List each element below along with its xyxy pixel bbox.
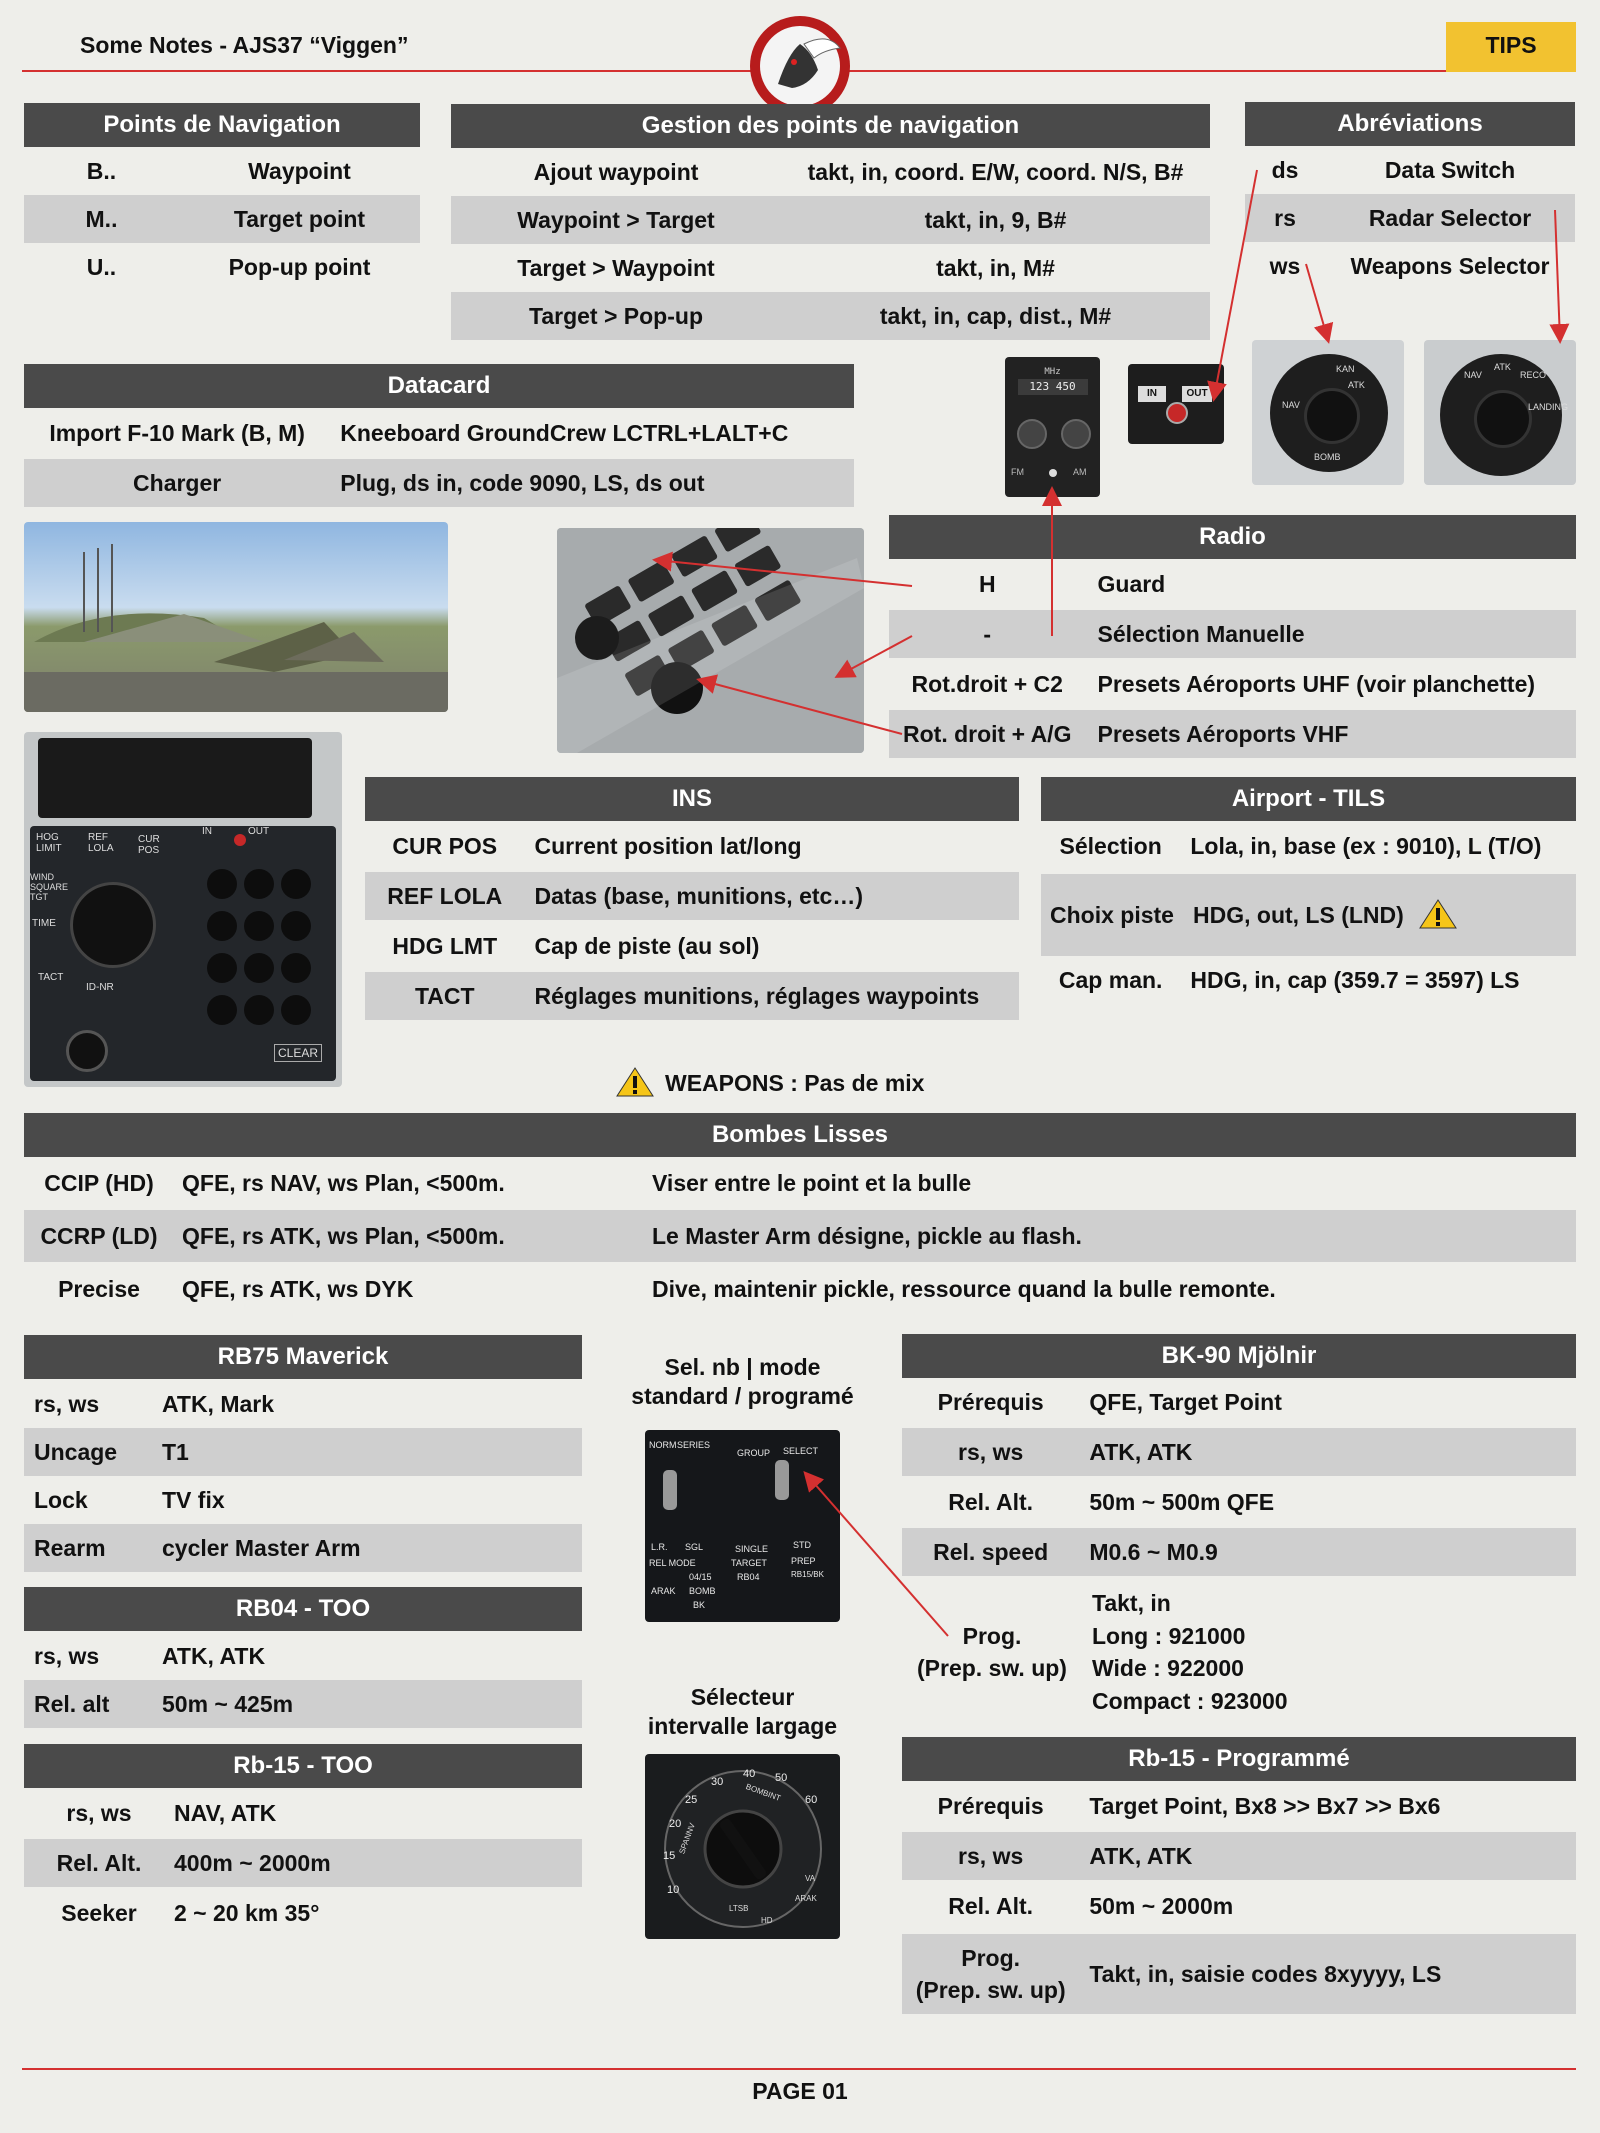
radio-panel-photo: MHz 123 450 FM AM	[1005, 357, 1100, 497]
bombs-header: Bombes Lisses	[24, 1113, 1576, 1157]
airfield-photo	[24, 522, 448, 712]
bk90-prog-values: Takt, in Long : 921000 Wide : 922000 Compact : 923000	[1092, 1590, 1288, 1714]
table-row: rs, ws ATK, ATK	[902, 1832, 1576, 1880]
ins-header: INS	[365, 777, 1019, 821]
rb15too-header: Rb-15 - TOO	[24, 1744, 582, 1788]
footer-divider	[22, 2068, 1576, 2070]
table-row: Prog. (Prep. sw. up) Takt, in, saisie codes 8xyyyy, LS	[902, 1934, 1576, 2014]
table-row: Rel. Alt. 50m ~ 500m QFE	[948, 1488, 1275, 1515]
table-row: rs, ws NAV, ATK	[66, 1799, 277, 1826]
nav-points-header: Points de Navigation	[24, 103, 420, 147]
bk90-prog-label: Prog. (Prep. sw. up)	[917, 1623, 1067, 1681]
sel-nb-caption: Sel. nb | mode standard / programé	[631, 1354, 854, 1409]
table-row: Rot. droit + A/G Presets Aéroports VHF	[889, 710, 1576, 758]
tils-header: Airport - TILS	[1041, 777, 1576, 821]
radio-header: Radio	[889, 515, 1576, 559]
bk90-header: BK-90 Mjölnir	[902, 1334, 1576, 1378]
table-row: ws Weapons Selector	[1269, 252, 1550, 279]
table-row: CCIP (HD) QFE, rs NAV, ws Plan, <500m. Viser entre le point et la bulle	[44, 1169, 972, 1196]
table-row: Rot.droit + C2 Presets Aéroports UHF (voir planchette)	[911, 670, 1536, 697]
ds-switch-photo: IN OUT	[1128, 364, 1224, 444]
table-row: Cap man. HDG, in, cap (359.7 = 3597) LS	[1058, 966, 1520, 993]
table-row: Target > Pop-up takt, in, cap, dist., M#	[451, 292, 1210, 340]
ins-panel-photo: HOG LIMIT REF LOLA CUR POS IN OUT WIND SQUARE TGT TIME TACT ID-NR CLEAR	[24, 732, 342, 1087]
table-row: rs, ws ATK, Mark	[34, 1390, 275, 1417]
squadron-logo	[748, 14, 852, 118]
table-row: ds Data Switch	[1271, 156, 1516, 183]
table-row: CCRP (LD) QFE, rs ATK, ws Plan, <500m. Le Master Arm désigne, pickle au flash.	[24, 1210, 1576, 1262]
weapons-note: WEAPONS : Pas de mix	[615, 1066, 924, 1100]
weapons-selector-photo: NAV ATK RECO LANDING	[1424, 340, 1576, 485]
table-row: Prérequis QFE, Target Point	[937, 1388, 1282, 1415]
weapon-mode-panel-photo: NORM SERIES GROUP SELECT L.R. SGL SINGLE STD REL MODE TARGET PREP 04/15 RB04 RB15/BK ARAK BOMB BK	[645, 1430, 840, 1622]
radar-selector-photo: KAN ATK NAV BOMB	[1252, 340, 1404, 485]
datacard-header: Datacard	[24, 364, 854, 408]
rb15prog-header: Rb-15 - Programmé	[902, 1737, 1576, 1781]
interval-dial-photo: 30 40 50 60 20 25 15 10 SPANNV BOMBINT ARAK HD LTSB VA	[645, 1754, 840, 1939]
table-row: Target > Waypoint takt, in, M#	[517, 254, 1055, 281]
nav-mgmt-header: Gestion des points de navigation	[451, 104, 1210, 148]
page-number: PAGE 01	[752, 2078, 848, 2104]
table-row: REF LOLA Datas (base, munitions, etc…)	[365, 872, 1019, 920]
tips-badge: TIPS	[1446, 22, 1576, 72]
sel-interval-caption: Sélecteur intervalle largage	[647, 1684, 838, 1739]
table-row: rs Radar Selector	[1245, 194, 1575, 242]
table-row: Rearm cycler Master Arm	[24, 1524, 582, 1572]
table-row: Prérequis Target Point, Bx8 >> Bx7 >> Bx6	[937, 1792, 1441, 1819]
table-row: rs, ws ATK, ATK	[34, 1642, 266, 1669]
table-row: Import F-10 Mark (B, M) Kneeboard GroundCrew LCTRL+LALT+C	[49, 419, 789, 446]
table-row: Rel. Alt. 50m ~ 2000m	[948, 1892, 1234, 1919]
table-row: HDG LMT Cap de piste (au sol)	[392, 932, 760, 959]
rb75-header: RB75 Maverick	[24, 1335, 582, 1379]
table-row: Precise QFE, rs ATK, ws DYK Dive, maintenir pickle, ressource quand la bulle remonte.	[58, 1275, 1276, 1302]
table-row: Rel. speed M0.6 ~ M0.9	[902, 1528, 1576, 1576]
radio-keypad-photo	[557, 528, 864, 753]
table-row: Sélection Lola, in, base (ex : 9010), L (T/O)	[1059, 832, 1542, 859]
table-row: CUR POS Current position lat/long	[392, 832, 802, 859]
table-row: Ajout waypoint takt, in, coord. E/W, coord. N/S, B#	[533, 158, 1184, 185]
table-row: Charger Plug, ds in, code 9090, LS, ds out	[24, 459, 854, 507]
table-row: B.. Waypoint	[86, 157, 351, 184]
abbrev-header: Abréviations	[1245, 102, 1575, 146]
table-row: rs, ws ATK, ATK	[902, 1428, 1576, 1476]
table-row: Seeker 2 ~ 20 km 35°	[61, 1899, 320, 1926]
table-row: H Guard	[978, 570, 1166, 597]
table-row: M.. Target point	[24, 195, 420, 243]
table-row: - Sélection Manuelle	[889, 610, 1576, 658]
warning-icon	[615, 1066, 655, 1100]
table-row: Choix piste HDG, out, LS (LND)	[1041, 874, 1576, 956]
table-row: Rel. alt 50m ~ 425m	[24, 1680, 582, 1728]
table-row: U.. Pop-up point	[86, 253, 371, 280]
warning-icon	[1418, 898, 1458, 932]
table-row: TACT Réglages munitions, réglages waypoints	[365, 972, 1019, 1020]
table-row: Waypoint > Target takt, in, 9, B#	[451, 196, 1210, 244]
page-title: Some Notes - AJS37 “Viggen”	[80, 32, 409, 58]
rb04-header: RB04 - TOO	[24, 1587, 582, 1631]
table-row: Uncage T1	[24, 1428, 582, 1476]
table-row: Lock TV fix	[34, 1486, 225, 1513]
table-row: Rel. Alt. 400m ~ 2000m	[24, 1839, 582, 1887]
